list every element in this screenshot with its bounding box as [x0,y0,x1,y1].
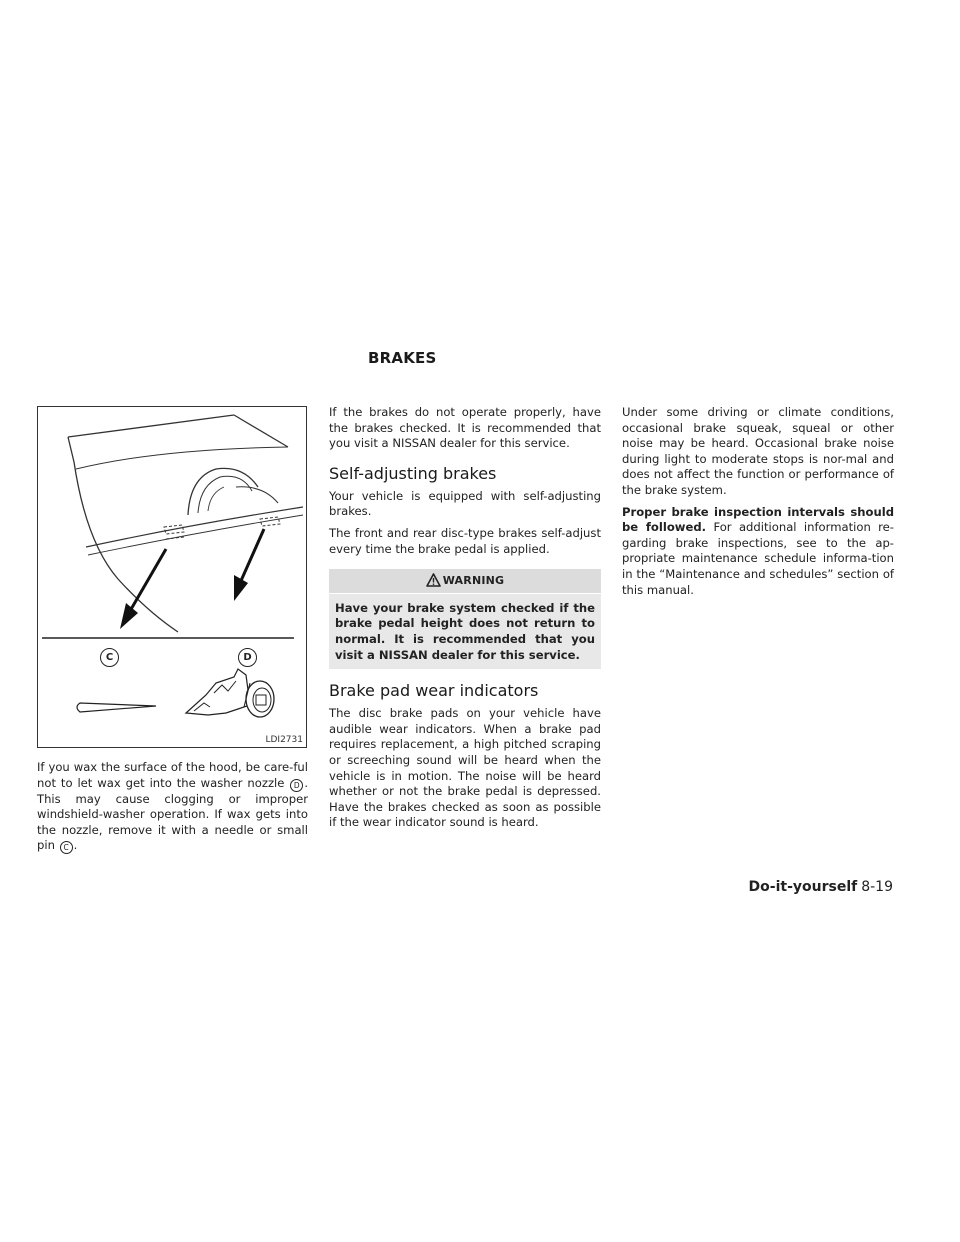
column-2 [329,405,601,837]
warning-title: WARNING [442,574,505,588]
warning-icon [426,573,441,587]
page-footer [749,879,893,895]
heading-pad-wear: Brake pad wear indicators [329,681,539,701]
brakes-intro: If the brakes do not operate properly, have the brakes checked. It is recommended that you visit a NISSAN dealer for this service. [329,405,601,451]
ref-d-icon: D [290,779,303,792]
warning-header [329,569,601,593]
footer-chapter: Do-it-yourself [748,879,858,895]
figure-code: LDI2731 [265,735,303,745]
warning-text: Have your brake system checked if the brake pedal height does not return to normal. It is recommended that you visit a NISSAN dealer for this service. [329,593,601,669]
inspection-rest: For additional information re-garding brake inspections, see to the ap-propriate maintenance schedule informa-tion in the “Maintenance and schedules” section of this manual. [622,520,894,597]
wax-text-a: If you wax the surface of the hood, be care-ful not to let wax get into the washer nozzle [37,760,308,790]
self-adjust-p2: The front and rear disc-type brakes self-adjust every time the brake pedal is applied. [329,525,601,556]
label-c: C [105,652,114,663]
heading-self-adjusting: Self-adjusting brakes [329,463,497,483]
wax-text-b: . This may cause clogging or improper windshield-washer operation. If wax gets into the nozzle, remove it with a needle or small pin [37,775,308,853]
label-c-badge [100,648,119,667]
inspection-bold: Proper brake inspection intervals should be followed. [622,504,894,535]
section-title: BRAKES [368,349,437,367]
wax-text-end: . [73,838,78,853]
wax-paragraph [37,760,308,854]
inspection-paragraph [622,505,894,599]
page-number: 8-19 [861,879,893,895]
pad-wear-paragraph: The disc brake pads on your vehicle have audible wear indicators. When a brake pad requires replacement, a high pitched scraping or screeching sound will be heard when the vehicle is in motion. The noise will be heard whether or not the brake pedal is depressed. Have the brakes checked as soon as possible if the wear indicator sound is heard. [329,706,601,830]
column-1 [37,760,308,860]
self-adjust-p1: Your vehicle is equipped with self-adjusting brakes. [329,488,601,519]
figure-illustration [38,407,306,747]
ref-c-icon: C [60,841,73,854]
column-3 [622,405,894,604]
label-d: D [243,652,252,663]
washer-nozzle-figure [37,406,307,748]
label-d-badge [238,648,257,667]
noise-paragraph: Under some driving or climate conditions, occasional brake squeak, squeal or other noise may be heard. Occasional brake noise during light to moderate stops is nor-mal and does not affect the function or performance of the brake system. [622,405,894,497]
